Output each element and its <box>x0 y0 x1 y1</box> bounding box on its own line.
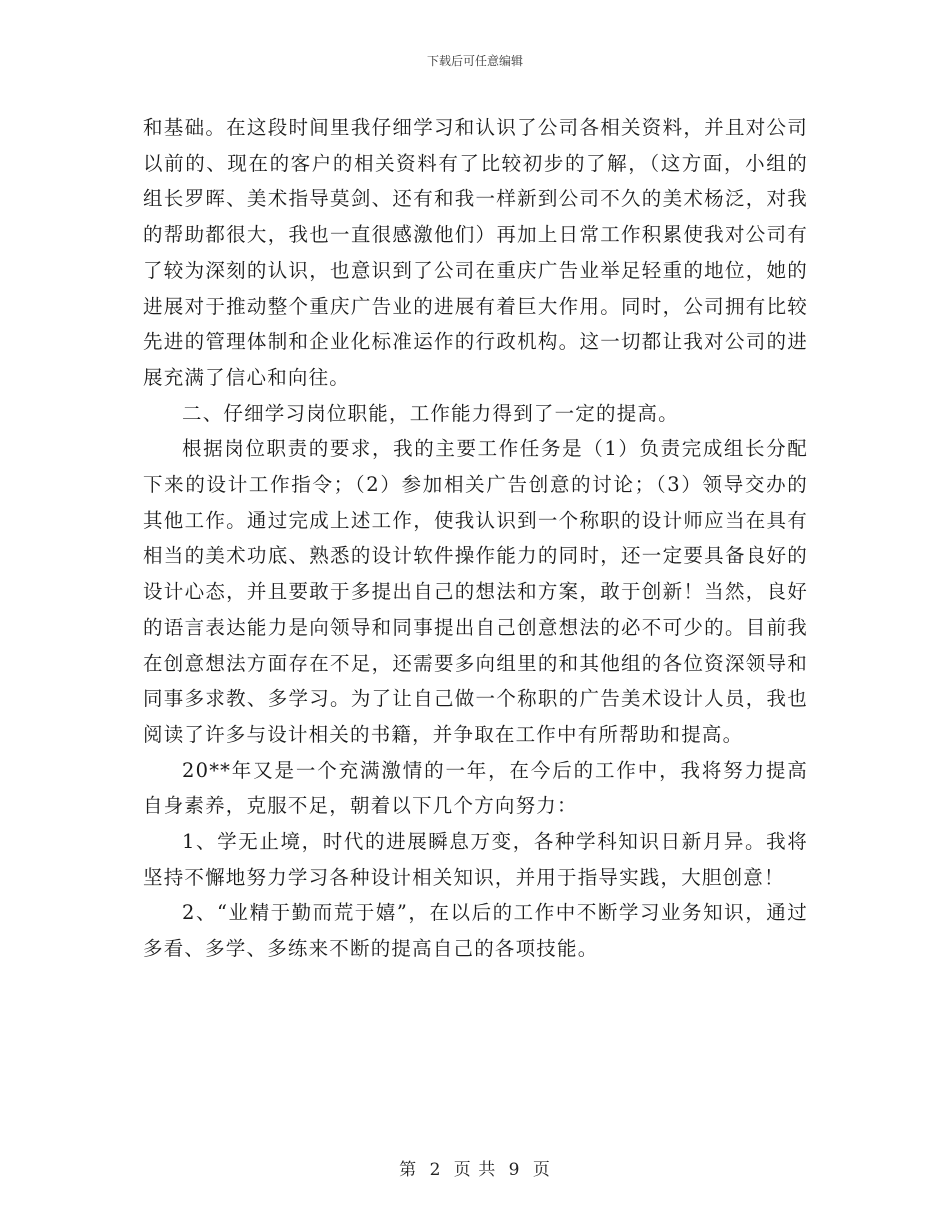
section-heading-2: 二、仔细学习岗位职能，工作能力得到了一定的提高。 <box>182 401 679 425</box>
document-body <box>143 110 808 967</box>
paragraph-1: 和基础。在这段时间里我仔细学习和认识了公司各相关资料，并且对公司以前的、现在的客户的相关资料有了比较初步的了解，（这方面，小组的组长罗晖、美术指导莫剑、还有和我一样新到公司不久的美术杨泛，对我的帮助都很大，我也一直很感激他们）再加上日常工作积累使我对公司有了较为深刻的认识，也意识到了公司在重庆广告业举足轻重的地位，她的进展对于推动整个重庆广告业的进展有着巨大作用。同时，公司拥有比较先进的管理体制和企业化标准运作的行政机构。这一切都让我对公司的进展充满了信心和向往。 <box>143 116 808 389</box>
paragraph-3: 根据岗位职责的要求，我的主要工作任务是（1）负责完成组长分配下来的设计工作指令；（2）参加相关广告创意的讨论；（3）领导交办的其他工作。通过完成上述工作，使我认识到一个称职的设计师应当在具有相当的美术功底、熟悉的设计软件操作能力的同时，还一定要具备良好的设计心态，并且要敢于多提出自己的想法和方案，敢于创新！当然，良好的语言表达能力是向领导和同事提出自己创意想法的必不可少的。目前我在创意想法方面存在不足，还需要多向组里的和其他组的各位资深领导和同事多求教、多学习。为了让自己做一个称职的广告美术设计人员，我也阅读了许多与设计相关的书籍，并争取在工作中有所帮助和提高。 <box>143 437 808 746</box>
footer-prefix: 第 <box>399 1160 418 1180</box>
page-footer <box>0 1155 950 1180</box>
footer-middle: 页 共 <box>453 1160 497 1180</box>
footer-total-pages: 9 <box>508 1160 521 1180</box>
page-header: 下载后可任意编辑 <box>426 54 523 68</box>
paragraph-4: 20**年又是一个充满激情的一年，在今后的工作中，我将努力提高自身素养，克服不足，朝着以下几个方向努力： <box>143 758 808 818</box>
footer-suffix: 页 <box>532 1160 551 1180</box>
footer-page-number: 2 <box>429 1160 442 1180</box>
list-item-1: 1、学无止境，时代的进展瞬息万变，各种学科知识日新月异。我将坚持不懈地努力学习各种设计相关知识，并用于指导实践，大胆创意！ <box>143 830 808 889</box>
list-item-2: 2、“业精于勤而荒于嬉”，在以后的工作中不断学习业务知识，通过多看、多学、多练来不断的提高自己的各项技能。 <box>143 901 808 961</box>
